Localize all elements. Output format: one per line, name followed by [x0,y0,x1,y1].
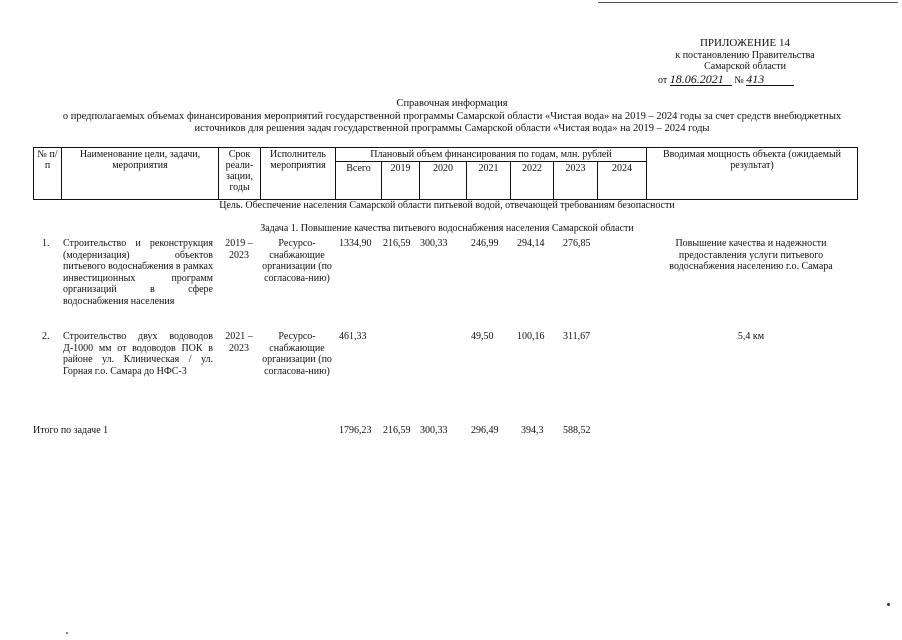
table-header [33,147,858,200]
row-executor: Ресурсо-снабжающие организации (по согласова-нию) [262,238,332,284]
header-year-2023: 2023 [554,162,598,200]
header-executor: Исполнитель мероприятия [261,148,336,200]
from-label: от [658,74,668,86]
header-year-2020: 2020 [420,162,467,200]
top-rule [598,2,898,3]
row-result: 5,4 км [737,331,765,342]
header-total: Всего [336,162,382,200]
total-2022: 394,3 [521,425,544,436]
table-row [0,238,902,318]
row-num: 2. [42,331,50,342]
row-total: 1334,90 [339,238,372,249]
row-2022: 100,16 [517,331,545,342]
total-row [0,425,902,439]
total-2019: 216,59 [383,425,411,436]
appendix-line-2: к постановлению Правительства [675,49,815,61]
header-year-2019: 2019 [382,162,420,200]
goal-line: Цель. Обеспечение населения Самарской области питьевой водой, отвечающей требованиям безопасности [219,200,675,211]
row-2023: 311,67 [563,331,591,342]
row-2022: 294,14 [517,238,545,249]
appendix-line-3: Самарской области [704,61,786,72]
header-year-2022: 2022 [511,162,554,200]
row-name: Строительство и реконструкция (модернизация) объектов питьевого водоснабжения в рамках инвестиционных программ организаций в сфере водоснабжения населения [63,238,213,307]
header-year-2021: 2021 [467,162,511,200]
header-term: Срок реали-зации, годы [219,148,261,200]
appendix-title: ПРИЛОЖЕНИЕ 14 [699,37,791,49]
row-2023: 276,85 [563,238,591,249]
decree-date: 18.06.2021 [670,74,732,87]
header-name: Наименование цели, задачи, мероприятия [62,148,219,200]
scan-speck [887,603,890,606]
total-sum: 1796,23 [339,425,372,436]
total-2020: 300,33 [420,425,448,436]
row-2020: 300,33 [420,238,448,249]
task-line: Задача 1. Повышение качества питьевого водоснабжения населения Самарской области [260,223,634,234]
total-2021: 296,49 [471,425,499,436]
row-2021: 246,99 [471,238,499,249]
heading-subtitle: о предполагаемых объемах финансирования мероприятий государственной программы Самарской области «Чистая вода» на 2019 – 2024 годы за счет средств внебюджетных источников для решения задач государственной программы Самарской области «Чистая вода» на 2019 – 2024 годы [62,110,842,134]
row-num: 1. [42,238,50,249]
row-result: Повышение качества и надежности предоставления услуги питьевого водоснабжения населению г.о. Самара [669,238,833,272]
row-2019: 216,59 [383,238,411,249]
row-term: 2021 – 2023 [225,331,253,354]
row-executor: Ресурсо-снабжающие организации (по согласова-нию) [262,331,332,377]
scan-speck [66,632,68,634]
header-plan: Плановый объем финансирования по годам, млн. рублей [336,148,647,162]
heading-title: Справочная информация [396,98,508,109]
header-num: № п/п [34,148,62,200]
row-name: Строительство двух водоводов Д-1000 мм от водоводов ПОК в районе ул. Клиническая / ул. Горная г.о. Самара до НФС-3 [63,331,213,377]
document-heading [40,98,864,136]
row-total: 461,33 [339,331,367,342]
decree-number: 413 [746,74,794,87]
row-2021: 49,50 [471,331,494,342]
total-label: Итого по задаче 1 [33,425,109,436]
number-label: № [734,74,744,86]
header-capacity: Вводимая мощность объекта (ожидаемый результат) [647,148,858,200]
table-row [0,331,902,401]
appendix-block [640,38,850,86]
decree-reference [640,71,850,87]
total-2023: 588,52 [563,425,591,436]
header-year-2024: 2024 [598,162,647,200]
row-term: 2019 – 2023 [225,238,253,261]
